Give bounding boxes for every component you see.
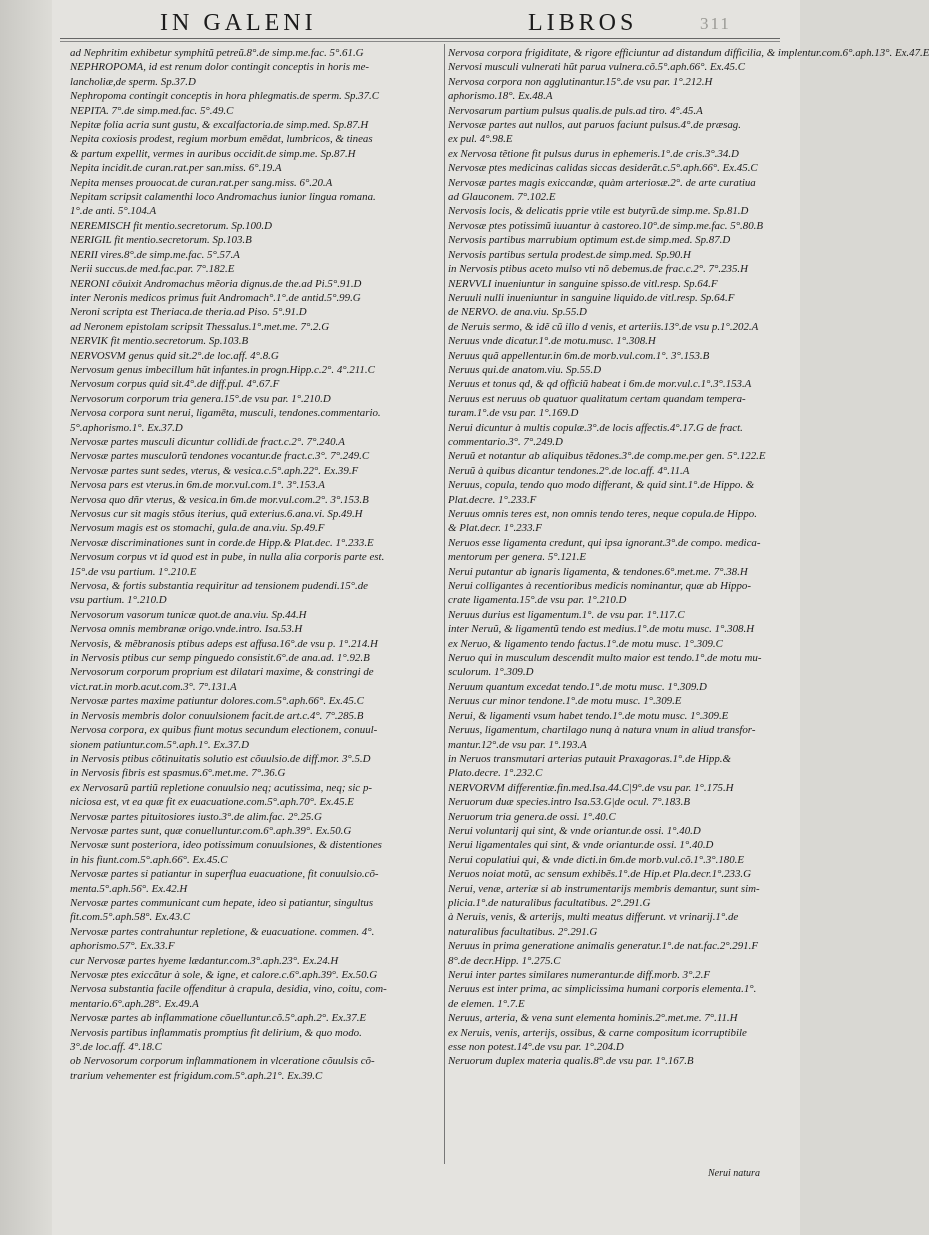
index-entry: Neruos noiat motũ, ac sensum exhibẽs.1°.de Hip.et Pla.decr.1°.233.G — [448, 868, 752, 881]
index-entry: Nervosum magis est os stomachi, gula.de ana.viu. Sp.49.F — [70, 522, 325, 535]
index-entry: Nervosa corpora frigiditate, & rigore efficiuntur ad distandum difficilia, & implentur.com.6°.aph.13°. Ex.47.E — [448, 47, 929, 59]
index-entry: Nervosus cur sit magis stõus iterius, quã exterius.6.ana.vi. Sp.49.H — [70, 508, 363, 520]
index-entry: Nervosis partibus marrubium optimum est.de simp.med. Sp.87.D — [448, 234, 731, 247]
index-entry: Nervosæ partes sunt, quæ conuelluntur.com.6°.aph.39°. Ex.50.G — [70, 824, 352, 837]
index-entry: mentorum per genera. 5°.121.E — [448, 551, 587, 564]
index-entry: Neroni scripta est Theriaca.de theria.ad Piso. 5°.91.D — [70, 306, 307, 319]
index-entry: crate ligamenta.15°.de vsu par. 1°.210.D — [448, 594, 627, 607]
index-entry: Nerui dicuntur à multis copulæ.3°.de locis affectis.4°.17.G de fract. — [448, 421, 743, 434]
index-entry: commentario.3°. 7°.249.D — [448, 435, 563, 448]
index-entry: Nervosis partibus sertula prodest.de simp.med. Sp.90.H — [448, 248, 691, 261]
index-entry: Neruus quã appellentur.in 6m.de morb.vul.com.1°. 3°.153.B — [448, 349, 710, 362]
index-entry: Nepita incidit.de curan.rat.per san.miss. 6°.19.A — [70, 162, 282, 175]
index-entry: naturalibus facultatibus. 2°.291.G — [448, 925, 598, 938]
index-entry: NERII vires.8°.de simp.me.fac. 5°.57.A — [70, 248, 240, 261]
index-entry: 5°.aphorismo.1°. Ex.37.D — [70, 421, 183, 434]
index-entry: 3°.de loc.aff. 4°.18.C — [70, 1041, 162, 1054]
index-entry: Neruũ à quibus dicantur tendones.2°.de loc.aff. 4°.11.A — [448, 464, 690, 477]
header-rule-secondary — [60, 41, 780, 42]
index-entry: Nervosis, & mẽbranosis ptibus adeps est affusa.16°.de vsu p. 1°.214.H — [70, 637, 378, 650]
index-entry: Neruus, copula, tendo quo modo differant, & quid sint.1°.de Hippo. & — [448, 479, 755, 492]
index-entry: inter Neruũ, & ligamentũ tendo est medius.1°.de motu musc. 1°.308.H — [448, 623, 755, 636]
index-entry: Nervosorum vasorum tunicæ quot.de ana.viu. Sp.44.H — [70, 608, 307, 621]
index-entry: Neruus et tonus qd, & qd officiũ habeat i 6m.de mor.vul.c.1°.3°.153.A — [448, 378, 752, 391]
catchword: Nerui natura — [708, 1168, 760, 1179]
index-entry: Nervosa, & fortis substantia requiritur ad tensionem pudendi.15°.de — [70, 580, 368, 593]
index-entry: in Nervosis membris dolor conuulsionem facit.de art.c.4°. 7°.285.B — [70, 709, 364, 722]
index-column-right — [448, 46, 929, 1161]
index-entry: ex Neruis, venis, arterijs, ossibus, & carne compositum icorruptibile — [448, 1026, 747, 1039]
index-entry: 8°.de decr.Hipp. 1°.275.C — [448, 954, 561, 967]
index-entry: ad Nephritim exhibetur symphitũ petreũ.8°.de simp.me.fac. 5°.61.G — [70, 47, 364, 59]
index-entry: Nervosæ partes musculorũ tendones vocantur.de fract.c.3°. 7°.249.C — [70, 450, 370, 463]
index-entry: 1°.de anti. 5°.104.A — [70, 205, 157, 218]
index-entry: vsu partium. 1°.210.D — [70, 594, 167, 607]
index-entry: Nepita coxiosis prodest, regium morbum emēdat, lumbricos, & tineas — [70, 133, 373, 146]
index-entry: cur Nervosæ partes hyeme lædantur.com.3°.aph.23°. Ex.24.H — [70, 954, 339, 967]
index-entry: Nervosi musculi vulnerati hũt parua vulnera.cõ.5°.aph.66°. Ex.45.C — [448, 61, 745, 74]
index-entry: Neruorum tria genera.de ossi. 1°.40.C — [448, 810, 616, 823]
index-entry: trarium vehementer est frigidum.com.5°.aph.21°. Ex.39.C — [70, 1069, 323, 1082]
index-entry: ex pul. 4°.98.E — [448, 133, 513, 146]
index-entry: Nervosis partibus inflammatis promptius fit delirium, & quo modo. — [70, 1026, 362, 1039]
index-entry: de Neruis sermo, & idẽ cũ illo d venis, et arteriis.13°.de vsu p.1°.202.A — [448, 320, 759, 333]
index-entry: Nerui, & ligamenti vsum habet tendo.1°.de motu musc. 1°.309.E — [448, 709, 729, 722]
index-entry: Neruum quantum excedat tendo.1°.de motu musc. 1°.309.D — [448, 680, 707, 693]
index-column-left — [70, 46, 442, 1161]
index-entry: in his fiunt.com.5°.aph.66°. Ex.45.C — [70, 853, 228, 866]
index-entry: Nervosorum corporum proprium est dilatari maxime, & constringi de — [70, 666, 374, 679]
index-entry: in Nervosis ptibus cur semp pinguedo consistit.6°.de ana.ad. 1°.92.B — [70, 652, 370, 665]
index-entry: Neruus vnde dicatur.1°.de motu.musc. 1°.308.H — [448, 335, 656, 348]
index-entry: & Plat.decr. 1°.233.F — [448, 522, 542, 535]
index-entry: Nervosæ partes si patiantur in superflua euacuatione, fit conuulsio.cõ- — [70, 868, 379, 881]
index-entry: esse non potest.14°.de vsu par. 1°.204.D — [448, 1041, 624, 1054]
index-entry: mantur.12°.de vsu par. 1°.193.A — [448, 738, 587, 751]
index-entry: Nerui voluntarij qui sint, & vnde oriantur.de ossi. 1°.40.D — [448, 824, 701, 837]
index-entry: Nerui inter partes similares numerantur.de diff.morb. 3°.2.F — [448, 969, 710, 981]
index-entry: sionem patiuntur.com.5°.aph.1°. Ex.37.D — [70, 738, 250, 751]
index-entry: Nepitæ folia acria sunt gustu, & excalfactoria.de simp.med. Sp.87.H — [70, 119, 369, 132]
index-entry: ob Nervosorum corporum inflammationem in vlceratione cõuulsis cõ- — [70, 1055, 375, 1068]
index-entry: Plato.decre. 1°.232.C — [448, 767, 543, 780]
index-entry: Nephropoma contingit conceptis in hora phlegmatis.de sperm. Sp.37.C — [70, 90, 380, 103]
index-entry: ad Neronem epistolam scripsit Thessalus.1°.met.me. 7°.2.G — [70, 320, 330, 333]
index-entry: Nervosæ partes pituitosiores iusto.3°.de alim.fac. 2°.25.G — [70, 810, 322, 823]
index-entry: Nerii succus.de med.fac.par. 7°.182.E — [70, 263, 235, 276]
index-entry: Neruus est neruus ob quatuor qualitatum certam quandam tempera- — [448, 392, 746, 405]
index-entry: Nervosæ partes communicant cum hepate, ideo si patiantur, singultus — [70, 896, 374, 909]
page-header — [0, 6, 800, 42]
index-entry: fit.com.5°.aph.58°. Ex.43.C — [70, 911, 191, 924]
index-entry: Nervosa pars est vterus.in 6m.de mor.vul.com.1°. 3°.153.A — [70, 479, 325, 492]
index-entry: Nerui putantur ab ignaris ligamenta, & tendones.6°.met.me. 7°.38.H — [448, 565, 748, 578]
index-entry: Nervosæ partes ab inflammatione cõuelluntur.cõ.5°.aph.2°. Ex.37.E — [70, 1012, 367, 1025]
index-entry: vict.rat.in morb.acut.com.3°. 7°.131.A — [70, 680, 237, 693]
index-entry: Nervosum genus imbecillum hũt infantes.in progn.Hipp.c.2°. 4°.211.C — [70, 363, 375, 376]
index-entry: 15°.de vsu partium. 1°.210.E — [70, 565, 197, 578]
index-entry: Nervosum corpus quid sit.4°.de diff.pul. 4°.67.F — [70, 378, 280, 391]
index-entry: Neruus in prima generatione animalis generatur.1°.de nat.fac.2°.291.F — [448, 940, 758, 953]
index-entry: Neruorum duplex materia qualis.8°.de vsu par. 1°.167.B — [448, 1055, 694, 1068]
index-entry: in Nervosis fibris est spasmus.6°.met.me. 7°.36.G — [70, 767, 286, 780]
index-entry: Nervosæ partes magis exiccandæ, quàm arteriosæ.2°. de arte curatiua — [448, 176, 756, 189]
index-entry: turam.1°.de vsu par. 1°.169.D — [448, 407, 579, 420]
index-entry: NEPITA. 7°.de simp.med.fac. 5°.49.C — [70, 104, 234, 117]
header-rule — [60, 38, 780, 39]
index-entry: Neruo qui in musculum descendit multo maior est tendo.1°.de motu mu- — [448, 652, 762, 665]
index-entry: Nervosa corpora sunt nerui, ligamēta, musculi, tendones.commentario. — [70, 407, 381, 420]
index-entry: Nervosis locis, & delicatis pprie vtile est butyrũ.de simp.me. Sp.81.D — [448, 205, 749, 218]
index-entry: Nerui, venæ, arteriæ si ab instrumentarijs membris demantur, sunt sim- — [448, 882, 760, 895]
index-entry: Nervosæ discriminationes sunt in corde.de Hipp.& Plat.dec. 1°.233.E — [70, 536, 374, 549]
index-entry: aphorismo.57°. Ex.33.F — [70, 940, 175, 953]
index-entry: Neruos esse ligamenta credunt, qui ipsa ignorant.3°.de compo. medica- — [448, 536, 761, 549]
index-entry: menta.5°.aph.56°. Ex.42.H — [70, 882, 188, 895]
index-entry: Nervosa corpora non agglutinantur.15°.de vsu par. 1°.212.H — [448, 75, 713, 88]
header-left-title: IN GALENI — [160, 10, 317, 36]
index-entry: Nervosa omnis membranæ origo.vnde.intro. Isa.53.H — [70, 623, 303, 636]
index-entry: de NERVO. de ana.viu. Sp.55.D — [448, 306, 587, 319]
index-entry: Nepitam scripsit calamenthi loco Andromachus iunior lingua romana. — [70, 191, 376, 204]
index-entry: Nervosa quo dñr vterus, & vesica.in 6m.de mor.vul.com.2°. 3°.153.B — [70, 493, 369, 506]
index-entry: in Nervosis ptibus aceto mulso vti nõ debemus.de frac.c.2°. 7°.235.H — [448, 263, 748, 276]
index-entry: Nervosæ partes sunt sedes, vterus, & vesica.c.5°.aph.22°. Ex.39.F — [70, 464, 359, 477]
index-entry: Nervosæ sunt posteriora, ideo potissimum conuulsiones, & distentiones — [70, 839, 382, 852]
index-entry: Nervosum corpus vt id quod est in pube, in nulla alia corporis parte est. — [70, 551, 385, 564]
index-entry: Nervosa substantia facile offenditur à crapula, desidia, vino, coitu, com- — [70, 983, 387, 996]
index-entry: NERVVLI inueniuntur in sanguine spisso.de vitl.resp. Sp.64.F — [448, 277, 718, 290]
index-entry: Neruus durius est ligamentum.1°. de vsu par. 1°.117.C — [448, 608, 685, 621]
index-entry: NEPHROPOMA, id est renum dolor contingit conceptis in horis me- — [70, 61, 370, 74]
index-entry: inter Neronis medicos primus fuit Andromach°.1°.de antid.5°.99.G — [70, 291, 361, 304]
index-entry: Neruũ et notantur ab aliquibus tẽdones.3°.de comp.me.per gen. 5°.122.E — [448, 450, 766, 463]
index-entry: & partum expellit, vermes in auribus occidit.de simp.me. Sp.87.H — [70, 147, 356, 160]
index-entry: Nepita menses prouocat.de curan.rat.per sang.miss. 6°.20.A — [70, 176, 333, 189]
page-number: 311 — [700, 14, 731, 33]
header-right-title: LIBROS — [528, 10, 638, 36]
index-entry: Neruus omnis teres est, non omnis tendo teres, neque copula.de Hippo. — [448, 508, 757, 520]
index-entry: Neruus qui.de anatom.viu. Sp.55.D — [448, 363, 602, 376]
index-entry: NERONI cōuixit Andromachus mẽoria dignus.de the.ad Pi.5°.91.D — [70, 277, 362, 290]
index-entry: in Nervosis ptibus cõtinuitatis solutio est cõuulsio.de diff.mor. 3°.5.D — [70, 752, 371, 765]
index-entry: Neruuli nulli inueniuntur in sanguine liquido.de vitl.resp. Sp.64.F — [448, 291, 735, 304]
index-entry: Nervosæ ptes potissimũ iuuantur à castoreo.10°.de simp.me.fac. 5°.80.B — [448, 219, 764, 232]
index-entry: NERVIK fit mentio.secretorum. Sp.103.B — [70, 335, 249, 348]
index-entry: Nerui colligantes à recentioribus medicis nominantur, quæ ab Hippo- — [448, 580, 752, 593]
index-entry: plicia.1°.de naturalibus facultatibus. 2°.291.G — [448, 896, 651, 909]
index-entry: ex Nervosa tẽtione fit pulsus durus in ephemeris.1°.de cris.3°.34.D — [448, 147, 739, 160]
index-entry: Nervosa corpora, ex quibus fiunt motus secundum electionem, conuul- — [70, 724, 378, 737]
page-gutter — [0, 0, 52, 1235]
index-entry: sculorum. 1°.309.D — [448, 666, 534, 679]
index-entry: Nervosorum corporum tria genera.15°.de vsu par. 1°.210.D — [70, 392, 331, 405]
index-entry: niciosa est, vt ea quæ fit ex euacuatione.com.5°.aph.70°. Ex.45.E — [70, 796, 354, 809]
index-entry: NERIGIL fit mentio.secretorum. Sp.103.B — [70, 234, 252, 247]
index-entry: de elemen. 1°.7.E — [448, 997, 525, 1010]
index-entry: ad Glauconem. 7°.102.E — [448, 191, 556, 204]
index-entry: Plat.decre. 1°.233.F — [448, 493, 537, 506]
index-entry: NERVOSVM genus quid sit.2°.de loc.aff. 4°.8.G — [70, 349, 279, 362]
index-entry: NEREMISCH fit mentio.secretorum. Sp.100.D — [70, 219, 272, 232]
index-entry: Nervosæ partes aut nullos, aut paruos faciunt pulsus.4°.de præsag. — [448, 119, 741, 132]
index-entry: Nervosæ ptes medicinas calidas siccas desiderãt.c.5°.aph.66°. Ex.45.C — [448, 162, 758, 175]
column-divider — [444, 44, 445, 1164]
index-entry: Nerui ligamentales qui sint, & vnde oriantur.de ossi. 1°.40.D — [448, 839, 714, 852]
index-entry: Neruus, arteria, & vena sunt elementa hominis.2°.met.me. 7°.11.H — [448, 1012, 738, 1025]
index-entry: Neruus cur minor tendone.1°.de motu musc. 1°.309.E — [448, 695, 682, 708]
index-entry: Nerui copulatiui qui, & vnde dicti.in 6m.de morb.vul.cõ.1°.3°.180.E — [448, 853, 745, 866]
index-entry: Nervosæ partes musculi dicuntur collidi.de fract.c.2°. 7°.240.A — [70, 435, 345, 448]
index-entry: Neruus, ligamentum, chartilago nunq à natura vnum in aliud transfor- — [448, 724, 756, 737]
index-entry: Neruorum duæ species.intro Isa.53.G|de ocul. 7°.183.B — [448, 796, 690, 809]
index-entry: Nervosarum partium pulsus qualis.de puls.ad tiro. 4°.45.A — [448, 104, 703, 117]
index-entry: ex Nervosarũ partiũ repletione conuulsio neq; acutissima, neq; sic p- — [70, 781, 373, 794]
index-entry: à Neruis, venis, & arterijs, multi meatus differunt. vt vrinarij.1°.de — [448, 911, 739, 924]
index-entry: lancholiæ,de sperm. Sp.37.D — [70, 75, 196, 88]
index-entry: mentario.6°.aph.28°. Ex.49.A — [70, 997, 199, 1010]
index-entry: ex Neruo, & ligamento tendo factus.1°.de motu musc. 1°.309.C — [448, 637, 723, 650]
index-entry: in Neruos transmutari arterias putauit Praxagoras.1°.de Hipp.& — [448, 752, 731, 765]
index-entry: NERVORVM differentiæ.fin.med.Isa.44.C|9°.de vsu par. 1°.175.H — [448, 781, 734, 794]
index-entry: Neruus est inter prima, ac simplicissima humani corporis elementa.1°. — [448, 983, 757, 996]
index-entry: Nervosæ partes contrahuntur repletione, & euacuatione. commen. 4°. — [70, 925, 375, 938]
index-entry: Nervosæ partes maxime patiuntur dolores.com.5°.aph.66°. Ex.45.C — [70, 695, 364, 708]
index-entry: aphorismo.18°. Ex.48.A — [448, 90, 553, 103]
index-entry: Nervosæ ptes exiccãtur à sole, & igne, et calore.c.6°.aph.39°. Ex.50.G — [70, 969, 378, 981]
